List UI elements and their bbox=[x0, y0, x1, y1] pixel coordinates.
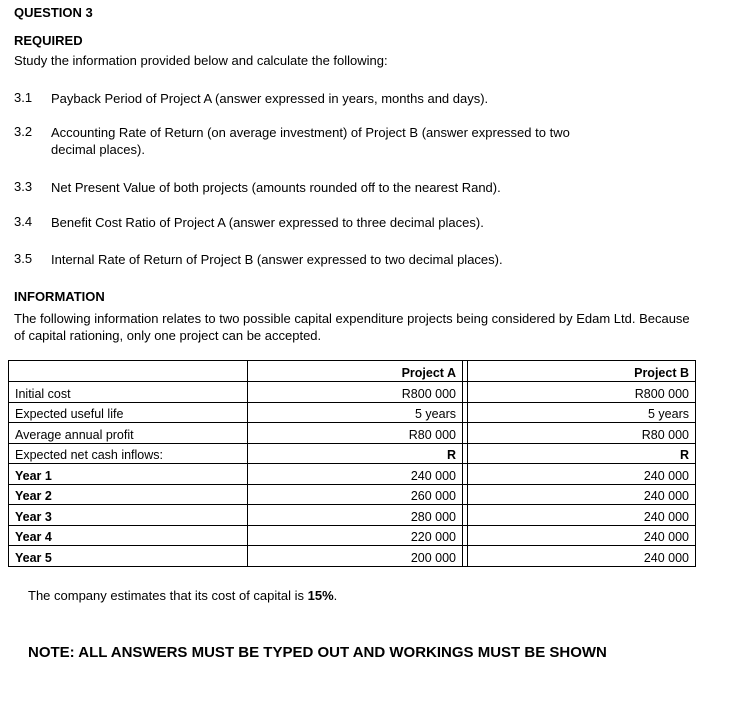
table-row bbox=[9, 505, 701, 526]
project-b-value: 240 000 bbox=[468, 505, 696, 526]
project-b-value: R80 000 bbox=[468, 423, 696, 444]
project-a-value: 5 years bbox=[248, 402, 463, 423]
question-text: Benefit Cost Ratio of Project A (answer expressed to three decimal places). bbox=[51, 215, 484, 230]
question-number: 3.5 bbox=[14, 251, 33, 266]
header-project-a: Project A bbox=[248, 361, 463, 382]
table-row bbox=[9, 402, 701, 423]
question-number: 3.4 bbox=[14, 214, 33, 229]
cost-of-capital-statement bbox=[28, 588, 337, 604]
row-label: Year 5 bbox=[9, 546, 248, 567]
information-paragraph: The following information relates to two possible capital expenditure projects being considered by Edam Ltd. Because of capital rationing, only one project can be accepted. bbox=[14, 311, 690, 343]
table-row bbox=[9, 546, 701, 567]
project-a-value: R bbox=[248, 443, 463, 464]
cost-of-capital-prefix: The company estimates that its cost of capital is bbox=[28, 588, 308, 603]
project-a-value: R800 000 bbox=[248, 382, 463, 403]
header-project-b: Project B bbox=[468, 361, 696, 382]
table-row bbox=[9, 464, 701, 485]
table-row bbox=[9, 484, 701, 505]
project-b-value: 240 000 bbox=[468, 484, 696, 505]
project-a-value: 200 000 bbox=[248, 546, 463, 567]
table-row bbox=[9, 525, 701, 546]
table-header-empty bbox=[9, 361, 248, 382]
project-a-value: 280 000 bbox=[248, 505, 463, 526]
question-text: Payback Period of Project A (answer expressed in years, months and days). bbox=[51, 91, 489, 106]
project-table bbox=[8, 360, 701, 567]
project-b-value: R bbox=[468, 443, 696, 464]
question-number: 3.1 bbox=[14, 90, 33, 105]
note-text: NOTE: ALL ANSWERS MUST BE TYPED OUT AND WORKINGS MUST BE SHOWN bbox=[28, 644, 607, 661]
required-heading: REQUIRED bbox=[14, 33, 83, 48]
row-label: Year 3 bbox=[9, 505, 248, 526]
row-label: Initial cost bbox=[9, 382, 248, 403]
row-label: Year 1 bbox=[9, 464, 248, 485]
table-header-row bbox=[9, 361, 701, 382]
row-label: Year 2 bbox=[9, 484, 248, 505]
question-title: QUESTION 3 bbox=[14, 5, 93, 20]
question-number: 3.3 bbox=[14, 179, 33, 194]
project-b-value: 240 000 bbox=[468, 525, 696, 546]
project-a-value: 260 000 bbox=[248, 484, 463, 505]
project-a-value: 220 000 bbox=[248, 525, 463, 546]
row-label: Year 4 bbox=[9, 525, 248, 546]
table-row bbox=[9, 443, 701, 464]
question-text: Accounting Rate of Return (on average investment) of Project B (answer expressed to two decimal places). bbox=[51, 125, 570, 157]
project-b-value: R800 000 bbox=[468, 382, 696, 403]
cost-of-capital-suffix: . bbox=[333, 588, 338, 603]
question-text: Net Present Value of both projects (amounts rounded off to the nearest Rand). bbox=[51, 180, 501, 195]
project-a-value: 240 000 bbox=[248, 464, 463, 485]
project-a-value: R80 000 bbox=[248, 423, 463, 444]
project-b-value: 240 000 bbox=[468, 464, 696, 485]
question-text: Internal Rate of Return of Project B (answer expressed to two decimal places). bbox=[51, 252, 503, 267]
table-row bbox=[9, 423, 701, 444]
project-b-value: 240 000 bbox=[468, 546, 696, 567]
row-label: Average annual profit bbox=[9, 423, 248, 444]
information-heading: INFORMATION bbox=[14, 289, 105, 304]
row-label: Expected useful life bbox=[9, 402, 248, 423]
row-label: Expected net cash inflows: bbox=[9, 443, 248, 464]
question-number: 3.2 bbox=[14, 124, 33, 139]
project-b-value: 5 years bbox=[468, 402, 696, 423]
cost-of-capital-value: 15% bbox=[307, 588, 334, 603]
question-intro: Study the information provided below and calculate the following: bbox=[14, 53, 388, 68]
table-row bbox=[9, 382, 701, 403]
